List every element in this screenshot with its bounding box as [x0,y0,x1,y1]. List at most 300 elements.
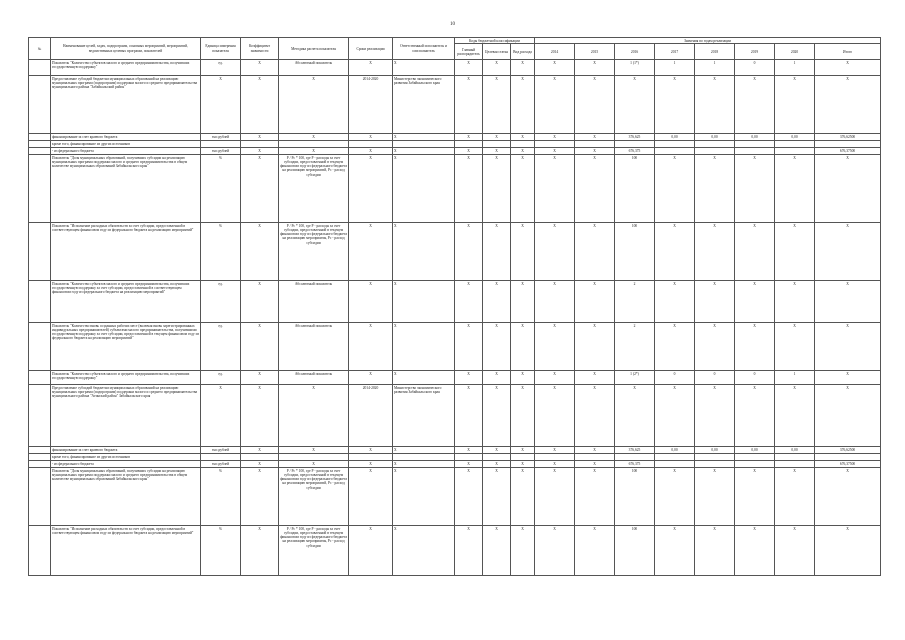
table-cell [695,461,735,468]
table-cell: Х [393,281,455,323]
table-cell: % [201,155,241,223]
table-cell: 0 [655,371,695,385]
table-cell: Х [655,526,695,576]
table-cell: Министерство экономического развития Забайкальского края [393,385,455,447]
table-cell: Х [483,76,511,134]
table-cell: Предоставление субсидий бюджетам муниципальных образований на реализацию муниципальных программ (подпрограмм) поддержки малого и среднего предпринимательства муниципального района "Забайкальский район" [51,76,201,134]
table-cell: Х [775,323,815,371]
table-cell: Х [483,447,511,454]
table-cell: Х [535,155,575,223]
table-cell: кроме того, финансирование из других источников [51,141,201,148]
table-cell: Х [349,281,393,323]
program-table [28,37,881,576]
table-cell: Х [575,155,615,223]
table-cell: Х [483,60,511,76]
table-cell: 1 (1*) [615,60,655,76]
table-cell: Х [815,371,881,385]
table-cell: 376,625 [615,134,655,141]
table-cell: Х [483,526,511,576]
table-cell: Х [815,385,881,447]
table-cell: Х [349,134,393,141]
table-cell: Х [393,134,455,141]
table-cell: Абсолютный показатель [279,371,349,385]
table-cell: Х [511,134,535,141]
table-cell: % [201,223,241,281]
header-name: Наименование целей, задач, подпрограмм, основных мероприятий, мероприятий, ведомственных целевых программ, показателей [51,38,201,60]
table-cell: Х [241,447,279,454]
table-cell: 0,00 [735,134,775,141]
table-cell: Х [241,155,279,223]
table-cell: тыс.рублей [201,447,241,454]
table-cell: финансирование за счет краевого бюджета [51,134,201,141]
table-cell: 2014-2020 [349,385,393,447]
header-unit: Единица измерения показателя [201,38,241,60]
header-kbk-group: Коды бюджетной классификации [455,38,535,44]
table-cell: Х [735,526,775,576]
header-kbk: Вид расхода [511,44,535,60]
table-cell: Х [815,60,881,76]
table-cell: 676,37500 [815,148,881,155]
table-cell: Х [735,468,775,526]
table-cell: Х [535,60,575,76]
table-cell [483,454,511,461]
table-cell: Х [511,371,535,385]
table-cell: Х [575,371,615,385]
table-cell [29,526,51,576]
table-cell: Х [483,385,511,447]
table-cell: Показатель "Количество субъектов малого и среднего предпринимательства, получивших государственную поддержку" [51,60,201,76]
table-cell: Х [815,468,881,526]
table-cell: Х [511,323,535,371]
table-cell: Показатель "Количество вновь созданных рабочих мест (включая вновь зарегистрированных индивидуальных предпринимателей) субъектами малого предпринимательства, получившими государственную поддержку за счет субсидии, предоставленной в текущем финансовом году из федерального бюджета на реализацию мероприятий" [51,323,201,371]
table-cell: Х [535,526,575,576]
table-header [29,38,881,60]
table-cell: Х [279,461,349,468]
table-cell: Х [349,447,393,454]
page-number: 10 [450,22,455,27]
table-cell: Х [455,60,483,76]
table-cell: Х [655,468,695,526]
header-num: № [29,38,51,60]
table-cell: 676,37500 [815,461,881,468]
table-cell [241,454,279,461]
table-cell: Х [735,76,775,134]
table-cell: Х [655,155,695,223]
table-cell: ед. [201,60,241,76]
table-cell: Х [735,385,775,447]
table-cell: Х [241,385,279,447]
table-cell: Х [201,385,241,447]
table-cell: Показатель "Исполнение расходных обязательств за счет субсидии, предоставленной в соответствующем финансовом году из федерального бюджета на реализацию мероприятий" [51,526,201,576]
table-cell: Показатель "Количество субъектов малого и среднего предпринимательства, получивших государственную поддержку за счет субсидии, предоставленной в соответствующем финансовом году из федерального бюджета на реализацию мероприятий" [51,281,201,323]
table-cell: Х [575,447,615,454]
table-cell [29,148,51,155]
table-cell: Х [815,281,881,323]
table-cell [29,454,51,461]
table-cell: Х [241,76,279,134]
table-cell: Х [455,323,483,371]
table-cell: - из федерального бюджета [51,148,201,155]
header-kbk: Целевая статья [483,44,511,60]
table-cell: Р / Рс * 100, где Р - расходы за счет субсидии, предоставленной в текущем финансовом году из федерального бюджета на реализацию мероприятий, Рс - расход субсидии [279,155,349,223]
table-cell [29,60,51,76]
table-cell: Х [655,385,695,447]
table-cell: Х [279,385,349,447]
table-cell: 0 [735,60,775,76]
table-cell [655,148,695,155]
table-cell: финансирование за счет краевого бюджета [51,447,201,454]
table-cell: Х [241,526,279,576]
table-cell [29,468,51,526]
header-term: Сроки реализации [349,38,393,60]
table-cell [695,141,735,148]
table-cell: 676,375 [615,148,655,155]
table-cell: Х [655,76,695,134]
table-cell: 0 [695,371,735,385]
table-cell: 0,00 [655,134,695,141]
table-row [29,60,881,76]
table-cell [29,323,51,371]
table-cell: Х [279,134,349,141]
table-cell: Х [815,526,881,576]
table-cell [511,454,535,461]
table-cell: 0,00 [735,447,775,454]
header-year: 2015 [575,44,615,60]
table-cell: Х [575,281,615,323]
table-cell [535,454,575,461]
table-cell [29,141,51,148]
table-cell: 100 [615,526,655,576]
table-cell: Х [695,76,735,134]
table-cell: Х [241,461,279,468]
table-row [29,454,881,461]
table-cell: Х [535,385,575,447]
table-cell: Х [511,447,535,454]
table-cell: Х [615,385,655,447]
table-cell: Х [279,76,349,134]
table-cell: Показатель "Доля муниципальных образований, получивших субсидии на реализацию муниципальных программ поддержки малого и среднего предпринимательства в общем количестве муниципальных образований Забайкальского края" [51,155,201,223]
table-cell: Х [575,526,615,576]
table-cell: ед. [201,323,241,371]
table-cell [29,385,51,447]
table-cell [655,141,695,148]
table-cell: Х [511,223,535,281]
table-cell: Абсолютный показатель [279,323,349,371]
table-cell [455,454,483,461]
header-year: 2014 [535,44,575,60]
table-row [29,141,881,148]
table-cell: Х [735,223,775,281]
table-cell: Х [483,223,511,281]
table-cell: Х [511,76,535,134]
table-cell: Х [535,76,575,134]
table-cell [279,141,349,148]
table-cell: Х [695,526,735,576]
header-coef: Коэффициент значимости [241,38,279,60]
table-cell: Х [483,281,511,323]
table-cell: Х [455,134,483,141]
table-cell [241,141,279,148]
table-cell: Х [775,526,815,576]
table-cell: Х [575,385,615,447]
table-cell: Х [241,281,279,323]
table-cell [735,461,775,468]
table-cell [29,223,51,281]
table-cell: Х [393,447,455,454]
table-cell: 1 (2*) [615,371,655,385]
table-cell: Х [511,468,535,526]
table-cell: Х [695,223,735,281]
table-cell: кроме того, финансирование из других источников [51,454,201,461]
table-cell: Х [775,281,815,323]
header-resp: Ответственный исполнитель и соисполнитель [393,38,455,60]
table-row [29,447,881,454]
table-row [29,526,881,576]
table-cell: Х [535,468,575,526]
table-cell [815,141,881,148]
table-cell: тыс.рублей [201,148,241,155]
table-cell: % [201,526,241,576]
table-cell [775,461,815,468]
table-body [29,60,881,576]
table-cell: 376,625 [615,447,655,454]
table-cell: Х [511,155,535,223]
table-cell [575,141,615,148]
table-cell: Х [735,155,775,223]
table-cell: Х [201,76,241,134]
table-cell: Х [655,323,695,371]
header-year: 2020 [775,44,815,60]
table-cell [695,454,735,461]
table-cell: Показатель "Исполнение расходных обязательств за счет субсидии, предоставленной в соответствующем финансовом году из федерального бюджета на реализацию мероприятий" [51,223,201,281]
table-cell: 100 [615,223,655,281]
table-cell [775,454,815,461]
table-cell: Х [695,281,735,323]
table-cell: Х [393,155,455,223]
table-cell: Р / Рс * 100, где Р - расходы за счет субсидии, предоставленной в текущем финансовом году из федерального бюджета на реализацию мероприятий, Рс - расход субсидии [279,468,349,526]
table-cell: Х [455,155,483,223]
table-cell [349,141,393,148]
table-cell: Х [775,385,815,447]
table-cell: Х [483,371,511,385]
table-cell [393,141,455,148]
table-cell: Показатель "Доля муниципальных образований, получивших субсидии на реализацию муниципальных программ поддержки малого и среднего предпринимательства в общем количестве муниципальных образований Забайкальского края" [51,468,201,526]
table-cell: 0,00 [695,134,735,141]
table-cell: Х [775,468,815,526]
table-cell: 676,375 [615,461,655,468]
table-cell: 1 [775,60,815,76]
table-cell [735,454,775,461]
table-cell: Предоставление субсидий бюджетам муниципальных образований на реализацию муниципальных программ (подпрограмм) поддержки малого и среднего предпринимательства муниципального района "Агинский район" Забайкальского края [51,385,201,447]
table-cell: Х [483,468,511,526]
table-cell: 1 [655,60,695,76]
table-cell [201,454,241,461]
table-cell [695,148,735,155]
header-year: 2017 [655,44,695,60]
table-cell: Х [535,148,575,155]
table-cell: 376,62500 [815,447,881,454]
table-cell: Х [279,447,349,454]
table-cell: Х [241,468,279,526]
table-cell: Х [695,323,735,371]
table-cell: Х [349,155,393,223]
table-cell: Х [575,148,615,155]
table-cell: Х [483,155,511,223]
table-cell: Х [349,371,393,385]
table-cell: Показатель "Количество субъектов малого и среднего предпринимательства, получивших государственную поддержку" [51,371,201,385]
table-cell: Абсолютный показатель [279,281,349,323]
table-cell: Х [455,461,483,468]
table-cell: Х [349,323,393,371]
table-cell: Х [393,371,455,385]
table-cell: Х [483,323,511,371]
table-cell [393,454,455,461]
table-cell: Х [393,461,455,468]
table-cell: Х [241,371,279,385]
table-row [29,468,881,526]
table-cell: Х [455,281,483,323]
table-cell: 0 [735,371,775,385]
table-cell: Х [455,447,483,454]
table-row [29,134,881,141]
table-cell: Х [455,385,483,447]
table-cell: Х [241,323,279,371]
table-cell: Х [815,223,881,281]
table-cell: Х [241,148,279,155]
table-cell: Х [483,148,511,155]
table-row [29,76,881,134]
table-cell: 0,00 [695,447,735,454]
table-cell: Х [241,60,279,76]
table-cell [511,141,535,148]
table-cell [29,76,51,134]
table-cell: Х [455,76,483,134]
table-cell: Р / Рс * 100, где Р - расходы за счет субсидии, предоставленной в текущем финансовом году из федерального бюджета на реализацию мероприятия, Рс - расход субсидии [279,526,349,576]
table-cell: Х [695,468,735,526]
table-cell: ед. [201,281,241,323]
table-cell: Х [349,526,393,576]
table-cell: Х [241,134,279,141]
table-cell [29,281,51,323]
table-cell: Х [279,148,349,155]
table-cell [615,454,655,461]
table-cell [455,141,483,148]
table-cell: Х [511,385,535,447]
table-cell [29,155,51,223]
table-cell: Х [695,385,735,447]
table-cell: Х [349,461,393,468]
table-cell: Х [775,155,815,223]
table-cell: Х [455,526,483,576]
table-cell: Х [535,447,575,454]
table-cell: 100 [615,155,655,223]
header-year: 2018 [695,44,735,60]
table-cell [29,461,51,468]
table-cell: Х [393,60,455,76]
table-cell: Х [815,76,881,134]
table-row [29,371,881,385]
table-cell: Х [535,323,575,371]
table-cell: Х [349,223,393,281]
table-cell: Х [511,148,535,155]
table-cell [615,141,655,148]
table-cell: Х [511,281,535,323]
header-year: 2019 [735,44,775,60]
table-cell: Х [575,60,615,76]
table-cell: 0,00 [655,447,695,454]
table-cell: Х [575,223,615,281]
table-cell [775,141,815,148]
table-cell: Х [735,323,775,371]
table-cell: Х [815,323,881,371]
table-cell: Х [775,223,815,281]
table-cell: Х [349,468,393,526]
header-year: 2016 [615,44,655,60]
table-cell: - из федерального бюджета [51,461,201,468]
table-cell: Р / Рс * 100, где Р - расходы за счет субсидии, предоставленной в текущем финансовом году из федерального бюджета на реализацию мероприятия, Рс - расход субсидии [279,223,349,281]
table-row [29,281,881,323]
table-cell: Х [815,155,881,223]
table-cell: % [201,468,241,526]
table-cell: Х [735,281,775,323]
table-row [29,223,881,281]
table-cell: Х [511,526,535,576]
header-values-group: Значения по годам реализации [535,38,881,44]
table-cell: Абсолютный показатель [279,60,349,76]
table-cell: Х [241,223,279,281]
table-cell: Х [535,371,575,385]
table-cell: Х [511,461,535,468]
table-cell: 2 [615,281,655,323]
table-cell [655,454,695,461]
table-cell [349,454,393,461]
table-cell: Х [455,148,483,155]
table-cell [735,148,775,155]
table-cell: Х [393,223,455,281]
table-cell: Х [511,60,535,76]
table-cell [29,447,51,454]
table-cell: Х [775,76,815,134]
table-cell [575,454,615,461]
table-cell: Х [615,76,655,134]
table-cell: Х [535,223,575,281]
table-cell [279,454,349,461]
table-cell: Министерство экономического развития Забайкальского края [393,76,455,134]
table-row [29,385,881,447]
table-cell: Х [455,371,483,385]
table-cell [483,141,511,148]
table-cell [815,454,881,461]
table-cell: Х [455,468,483,526]
table-row [29,148,881,155]
table-cell: 100 [615,468,655,526]
table-cell: 0,00 [775,134,815,141]
table-row [29,155,881,223]
table-cell: тыс.рублей [201,134,241,141]
header-kbk: Главный распорядитель [455,44,483,60]
table-cell [775,148,815,155]
table-cell: Х [349,148,393,155]
table-cell [29,134,51,141]
table-row [29,461,881,468]
table-cell: 2014-2020 [349,76,393,134]
table-cell: Х [535,134,575,141]
table-cell: Х [393,468,455,526]
header-method: Методика расчета показателя [279,38,349,60]
table-cell: 2 [615,323,655,371]
table-cell: Х [483,134,511,141]
table-cell: 1 [775,371,815,385]
